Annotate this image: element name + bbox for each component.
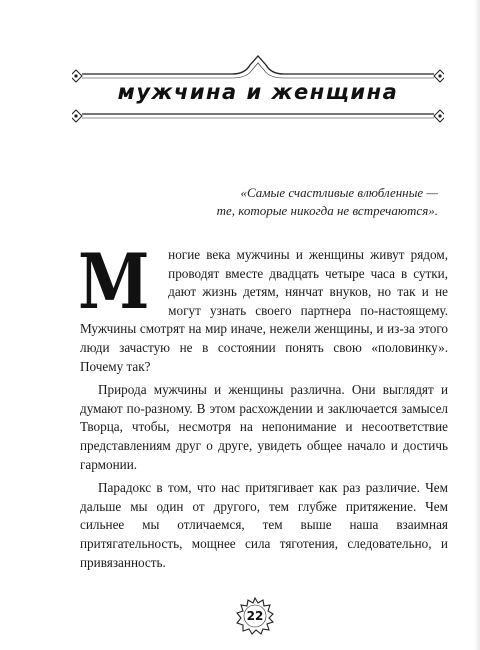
page-edge [474, 0, 480, 650]
paragraph-2: Природа мужчины и женщины различна. Они выглядят и думают по-разному. В этом расхождении и заключается замысел Творца, чтобы, несмотря на непонимание и несоответствие представлениям друг о друге, увидеть общее начало и достичь гармонии. [80, 382, 448, 472]
chapter-title: мужчина и женщина [117, 80, 399, 104]
page-number-badge [235, 596, 275, 636]
paragraph-3: Парадокс в том, что нас притягивает как раз различие. Чем дальше мы один от другого, тем глубже притяжение. Чем сильнее мы отличаемся, тем выше наша взаимная притягательность, мощнее сила тяготения, следовательно, и привязанность. [80, 480, 448, 570]
paragraph-1-text: ногие века мужчины и женщины живут рядом, проводят вместе двадцать четыре часа в сутки, дают жизнь детям, нянчат внуков, но так и не могут узнать своего партнера по-настоящему. Мужчины смотрят на мир иначе, нежели женщины, и из-за этого люди зачастую не в состоянии понять свою «половинку». Почему так? [80, 247, 448, 374]
epigraph-line-1: «Самые счастливые влюбленные — [240, 185, 438, 200]
left-bottom-diamond-icon [72, 110, 82, 122]
drop-cap: М [78, 237, 150, 326]
epigraph [138, 184, 438, 220]
page-number: 22 [246, 609, 264, 623]
paragraph-1 [78, 237, 448, 376]
body-text [78, 237, 448, 572]
epigraph-line-2: те, которые никогда не встречаются». [216, 203, 438, 218]
right-bottom-diamond-icon [434, 110, 444, 122]
